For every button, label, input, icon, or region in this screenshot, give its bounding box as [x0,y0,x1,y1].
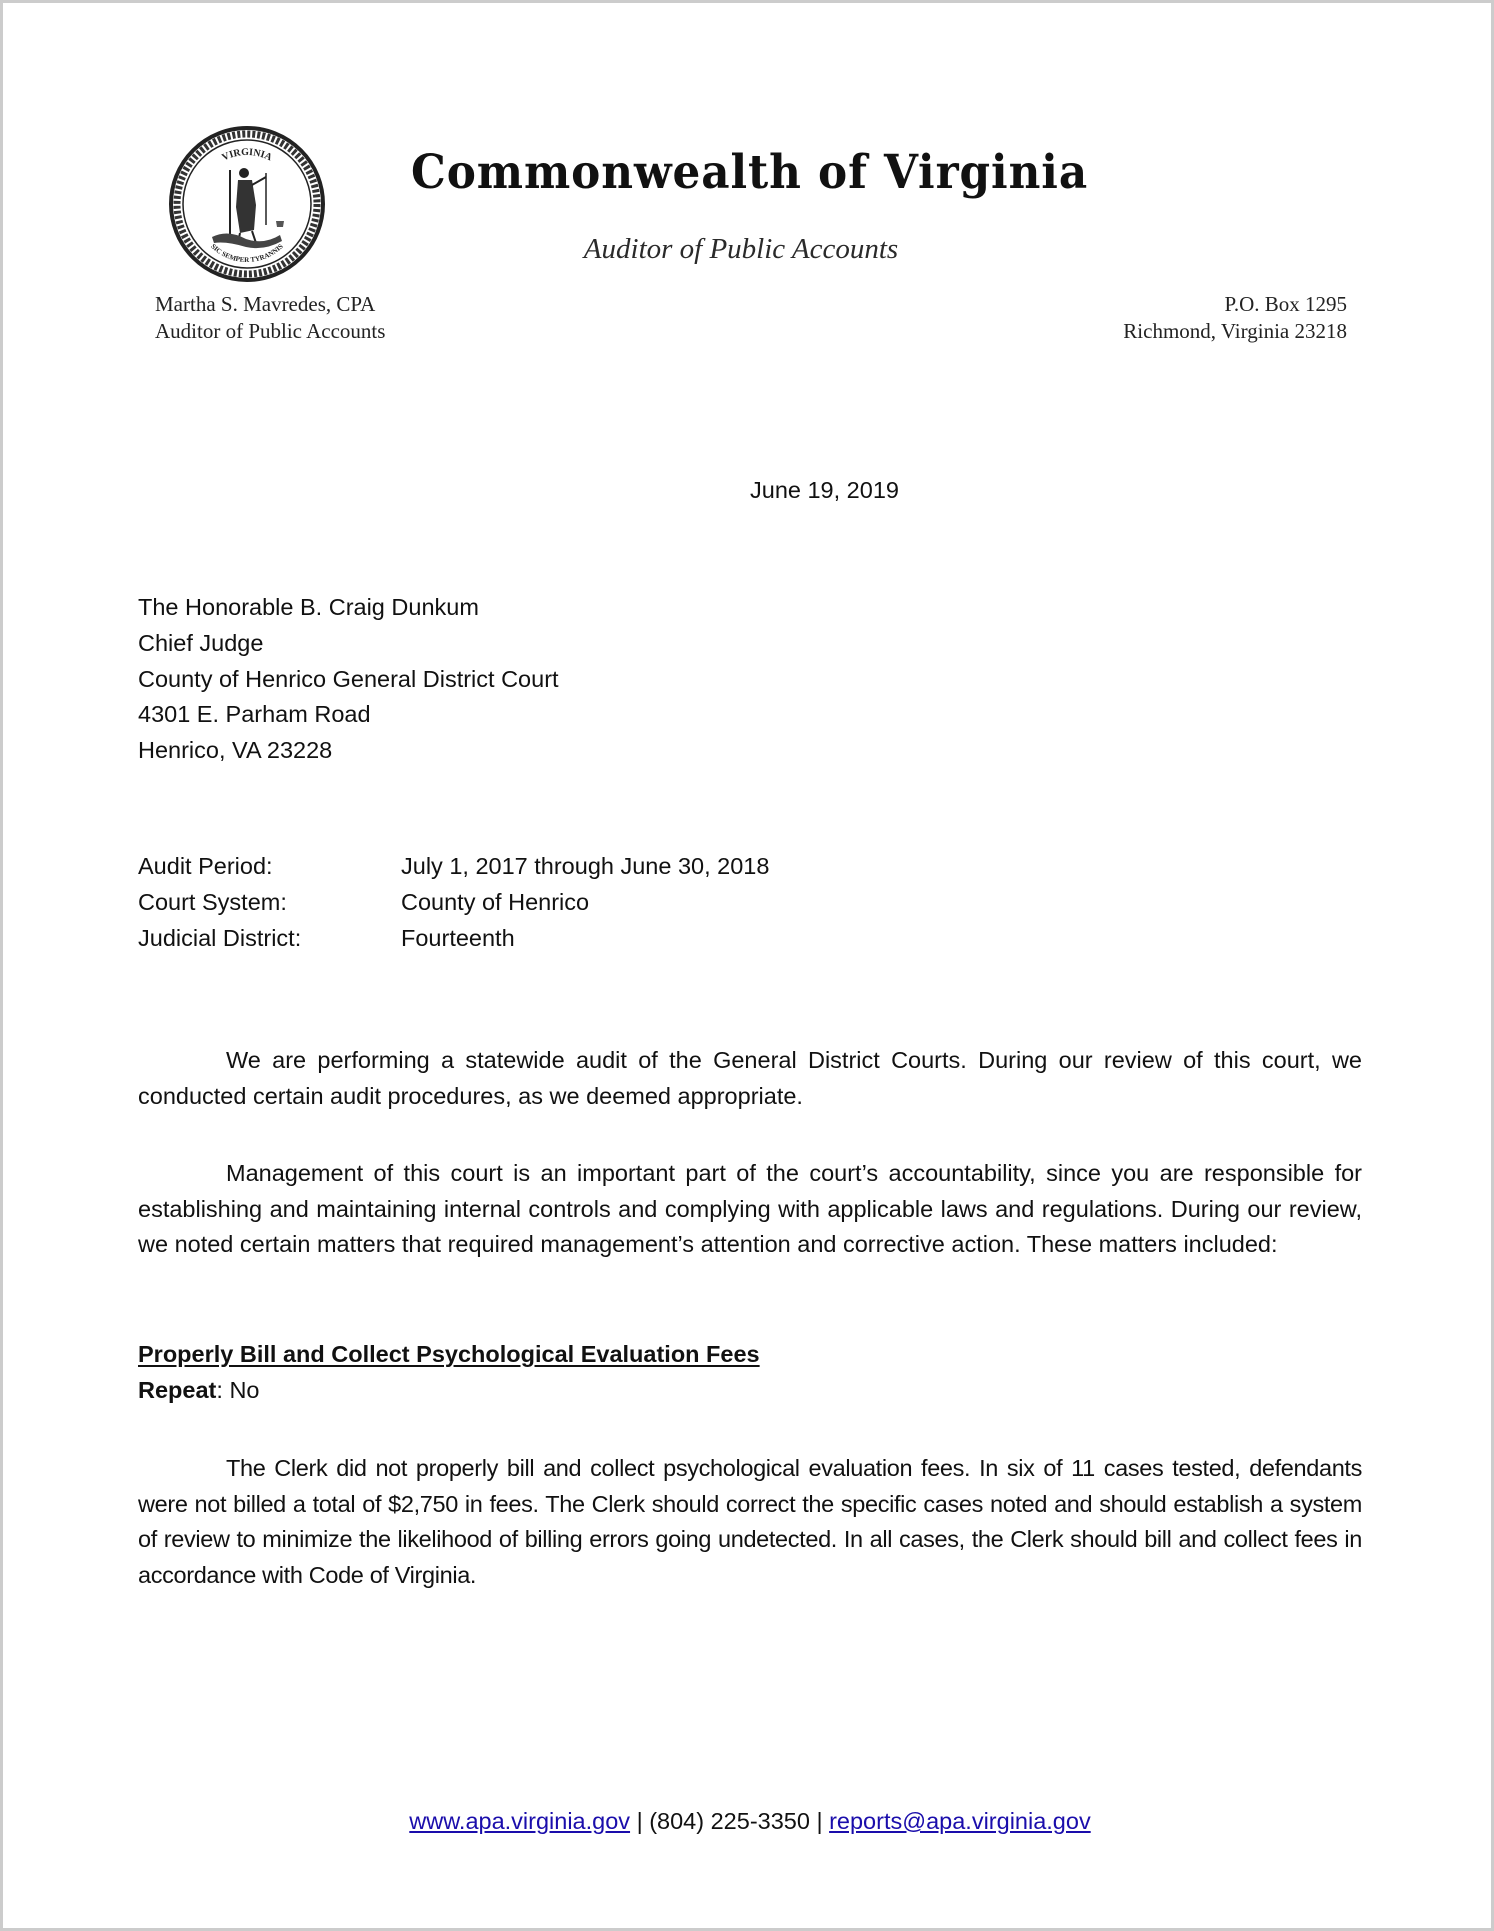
recipient-line: Henrico, VA 23228 [138,737,333,764]
meta-label: Court System: [138,888,287,915]
audit-details [138,849,769,956]
footer-separator: | [630,1808,650,1834]
svg-text:SIC SEMPER TYRANNIS: SIC SEMPER TYRANNIS [209,242,285,265]
repeat-value: No [229,1377,260,1403]
audit-period-row [138,849,769,885]
meta-label: Judicial District: [138,924,302,951]
repeat-label: Repeat [138,1377,217,1403]
auditor-name: Martha S. Mavredes, CPA [155,292,376,316]
meta-value: County of Henrico [401,888,590,915]
letterhead-title: Commonwealth of Virginia [411,145,1089,200]
finding-repeat [138,1373,259,1409]
auditor-name-block [155,291,385,345]
website-link[interactable]: www.apa.virginia.gov [409,1808,631,1834]
recipient-line: The Honorable B. Craig Dunkum [138,594,479,620]
po-box: P.O. Box 1295 [1224,292,1347,316]
judicial-district-row [138,921,769,957]
footer-contact [3,1806,1494,1836]
recipient-address [138,590,559,769]
email-link[interactable]: reports@apa.virginia.gov [829,1808,1091,1834]
recipient-line: County of Henrico General District Court [138,665,559,692]
office-address-block [1123,291,1347,345]
letterhead-subtitle: Auditor of Public Accounts [583,233,899,265]
court-system-row [138,885,769,921]
meta-label: Audit Period: [138,853,273,879]
meta-value: July 1, 2017 through June 30, 2018 [401,853,770,879]
management-paragraph: Management of this court is an important part of the court’s accountability, since you are responsible for establishing and maintaining internal controls and complying with applicable laws and regulations. During our review, we noted certain matters that required management’s attention and corrective action. These matters included: [138,1160,1362,1257]
recipient-line: Chief Judge [138,629,264,656]
intro-paragraph: We are performing a statewide audit of the General District Courts. During our review of this court, we conducted certain audit procedures, as we deemed appropriate. [138,1047,1362,1109]
city-state-zip: Richmond, Virginia 23218 [1123,319,1347,343]
repeat-separator: : [216,1377,230,1403]
phone-number: (804) 225-3350 [649,1808,810,1834]
footer-separator: | [809,1808,830,1834]
letter-date: June 19, 2019 [750,477,899,503]
auditor-position: Auditor of Public Accounts [155,319,386,343]
meta-value: Fourteenth [401,924,515,951]
finding-body: The Clerk did not properly bill and collect psychological evaluation fees. In six of 11 cases tested, defendants were not billed a total of $2,750 in fees. The Clerk should correct the specific cases noted and should establish a system of review to minimize the likelihood of billing errors going undetected. In all cases, the Clerk should bill and collect fees in accordance with Code of Virginia. [138,1455,1362,1588]
finding-heading: Properly Bill and Collect Psychological Evaluation Fees [138,1341,760,1367]
recipient-line: 4301 E. Parham Road [138,701,371,728]
virginia-state-seal-icon [168,125,326,283]
svg-text:VIRGINIA: VIRGINIA [220,146,274,164]
